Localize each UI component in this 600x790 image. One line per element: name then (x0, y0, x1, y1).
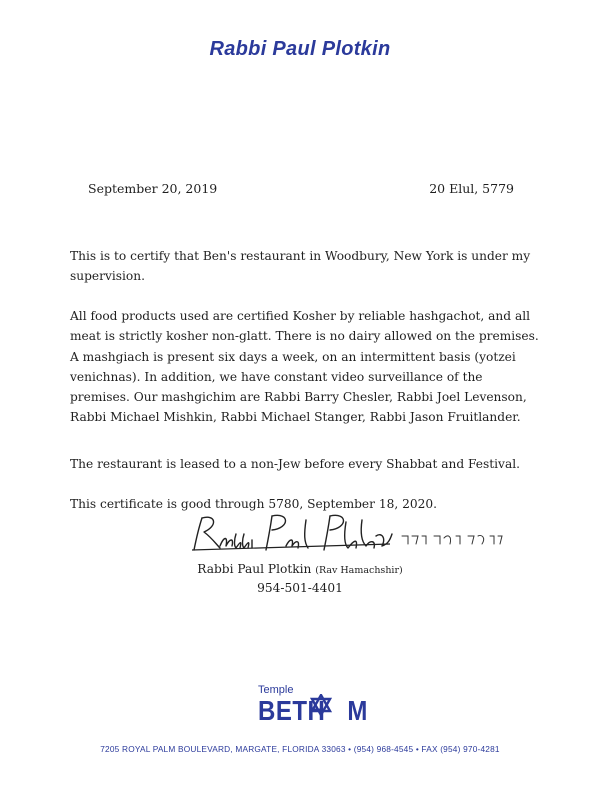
validity-paragraph: This certificate is good through 5780, September 18, 2020. (70, 497, 437, 511)
logo-name-part1: BETH (258, 696, 326, 728)
gregorian-date: September 20, 2019 (88, 181, 218, 196)
logo-name-part2: M (347, 696, 368, 728)
letterhead-name: Rabbi Paul Plotkin (209, 38, 391, 60)
temple-beth-am-logo (258, 684, 368, 734)
supervision-details-paragraph: All food products used are certified Kosher by reliable hashgachot, and all meat is strictly kosher non-glatt. There is no dairy allowed on the premises. A mashgiach is present six days a week, on an intermittent basis (yotzei venichnas). In addition, we have constant video surveillance of the premises. Our mashgichim are Rabbi Barry Chesler, Rabbi Joel Levenson, Rabbi Michael Mishkin, Rabbi Michael Stanger, Rabbi Jason Fruitlander. (70, 309, 539, 425)
signer-phone: 954-501-4401 (257, 581, 343, 595)
star-of-david-icon (310, 694, 332, 716)
signer-name: Rabbi Paul Plotkin (197, 562, 312, 576)
handwritten-signature (190, 506, 530, 556)
signer-line (0, 562, 600, 576)
logo-temple-word: Temple (258, 684, 294, 696)
certification-paragraph: This is to certify that Ben's restaurant in Woodbury, New York is under my supervision. (70, 249, 531, 284)
lease-paragraph: The restaurant is leased to a non-Jew before every Shabbat and Festival. (70, 457, 520, 471)
footer-address: 7205 ROYAL PALM BOULEVARD, MARGATE, FLORIDA 33063 • (954) 968-4545 • FAX (954) 970-4281 (100, 744, 500, 754)
signer-title: (Rav Hamachshir) (315, 565, 403, 576)
hebrew-date: 20 Elul, 5779 (429, 181, 514, 196)
